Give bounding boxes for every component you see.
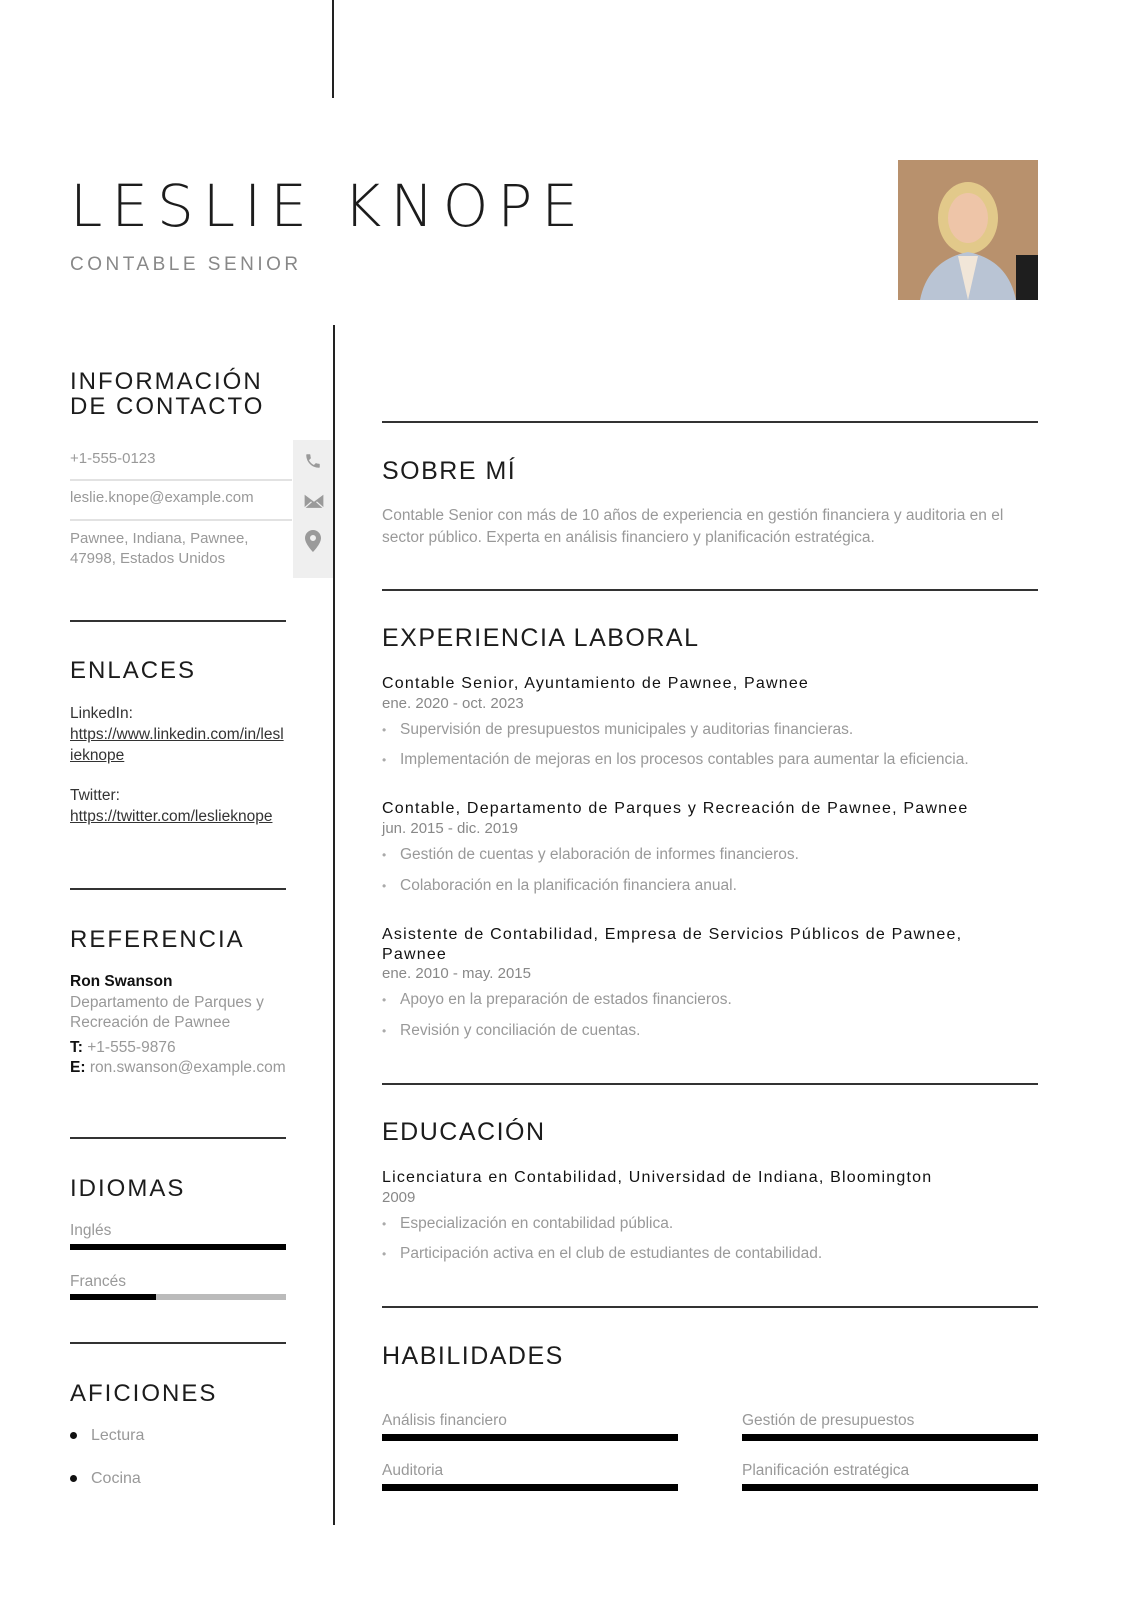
language-label-english: Inglés — [70, 1222, 112, 1239]
education-title: EDUCACIÓN — [382, 1118, 546, 1146]
reference-email-row — [70, 1058, 286, 1078]
skill-item — [742, 1412, 1038, 1441]
bullet-icon: • — [382, 848, 387, 862]
skill-item — [742, 1462, 1038, 1491]
section-divider — [382, 1306, 1038, 1308]
contact-address-line1: Pawnee, Indiana, Pawnee, — [70, 530, 249, 547]
job-date: ene. 2020 - oct. 2023 — [382, 695, 524, 712]
twitter-link[interactable]: https://twitter.com/leslieknope — [70, 808, 273, 825]
contact-icon-column — [293, 440, 333, 578]
section-divider — [382, 1083, 1038, 1085]
linkedin-label: LinkedIn: — [70, 705, 133, 722]
portrait-icon — [898, 160, 1038, 300]
job-bullet: • Gestión de cuentas y elaboración de informes financieros. — [382, 846, 799, 863]
skill-bar — [742, 1484, 1038, 1491]
language-bar-fill — [70, 1294, 156, 1300]
section-divider — [382, 589, 1038, 591]
language-bar-french — [70, 1294, 286, 1300]
skill-bar — [382, 1484, 678, 1491]
job-bullet: • Colaboración en la planificación financiera anual. — [382, 877, 737, 894]
links-title: ENLACES — [70, 657, 197, 684]
job-date: ene. 2010 - may. 2015 — [382, 965, 531, 982]
section-divider — [70, 1137, 286, 1139]
candidate-role: CONTABLE SENIOR — [70, 254, 302, 275]
top-divider-line — [332, 0, 334, 98]
degree-year: 2009 — [382, 1189, 416, 1206]
reference-phone[interactable]: +1-555-9876 — [87, 1039, 176, 1056]
contact-separator — [70, 519, 292, 521]
bullet-icon: • — [382, 723, 387, 737]
bullet-icon — [70, 1475, 77, 1482]
job-bullet: • Revisión y conciliación de cuentas. — [382, 1022, 641, 1039]
bullet-icon: • — [382, 879, 387, 893]
hobby-label: Cocina — [91, 1470, 141, 1487]
section-divider — [70, 888, 286, 890]
language-bar-fill — [70, 1244, 286, 1250]
language-bar-english — [70, 1244, 286, 1250]
section-divider — [70, 620, 286, 622]
skill-label: Análisis financiero — [382, 1412, 507, 1429]
reference-phone-label: T: — [70, 1039, 83, 1056]
skill-label: Gestión de presupuestos — [742, 1412, 915, 1429]
job-bullet: • Supervisión de presupuestos municipales y auditorias financieras. — [382, 721, 854, 738]
job-title: Contable Senior, Ayuntamiento de Pawnee, Pawnee — [382, 675, 810, 692]
reference-phone-row — [70, 1038, 286, 1058]
skill-label: Auditoria — [382, 1462, 444, 1479]
job-bullet: • Apoyo en la preparación de estados financieros. — [382, 991, 732, 1008]
job-bullet: • Implementación de mejoras en los procesos contables para aumentar la eficiencia. — [382, 751, 969, 768]
contact-email[interactable]: leslie.knope@example.com — [70, 489, 254, 506]
hobby-item — [70, 1470, 141, 1488]
contact-address-line2: 47998, Estados Unidos — [70, 550, 226, 567]
phone-icon — [304, 451, 322, 471]
bullet-icon: • — [382, 1024, 387, 1038]
experience-title: EXPERIENCIA LABORAL — [382, 624, 700, 652]
profile-photo — [898, 160, 1038, 300]
section-divider — [70, 1342, 286, 1344]
job-date: jun. 2015 - dic. 2019 — [382, 820, 518, 837]
bullet-icon: • — [382, 753, 387, 767]
skill-bar — [382, 1434, 678, 1441]
hobbies-title: AFICIONES — [70, 1380, 218, 1407]
contact-phone[interactable]: +1-555-0123 — [70, 450, 156, 467]
education-bullet: • Especialización en contabilidad pública. — [382, 1215, 674, 1232]
skill-item — [382, 1412, 678, 1441]
linkedin-link[interactable]: https://www.linkedin.com/in/leslieknope — [70, 726, 284, 764]
bullet-icon: • — [382, 1247, 387, 1261]
contact-separator — [70, 479, 292, 481]
language-label-french: Francés — [70, 1273, 126, 1290]
skill-bar — [742, 1434, 1038, 1441]
contact-title-line1: INFORMACIÓN — [70, 368, 263, 395]
bullet-icon: • — [382, 1217, 387, 1231]
skills-title: HABILIDADES — [382, 1342, 564, 1370]
job-title: Contable, Departamento de Parques y Recreación de Pawnee, Pawnee — [382, 800, 969, 817]
bullet-icon: • — [382, 993, 387, 1007]
section-divider — [382, 421, 1038, 423]
skill-label: Planificación estratégica — [742, 1462, 910, 1479]
twitter-label: Twitter: — [70, 787, 120, 804]
map-pin-icon — [305, 530, 321, 552]
bullet-icon — [70, 1432, 77, 1439]
candidate-name: LESLIE KNOPE — [70, 172, 587, 240]
reference-email[interactable]: ron.swanson@example.com — [89, 1059, 286, 1076]
reference-org: Departamento de Parques y Recreación de Pawnee — [70, 994, 264, 1031]
reference-title: REFERENCIA — [70, 926, 245, 953]
reference-name: Ron Swanson — [70, 973, 173, 990]
education-bullet: • Participación activa en el club de estudiantes de contabilidad. — [382, 1245, 823, 1262]
job-title: Asistente de Contabilidad, Empresa de Servicios Públicos de Pawnee, Pawnee — [382, 926, 963, 963]
column-divider — [333, 325, 335, 1525]
envelope-icon — [304, 493, 324, 509]
skill-item — [382, 1462, 678, 1491]
reference-email-label: E: — [70, 1059, 86, 1076]
degree-title: Licenciatura en Contabilidad, Universidad de Indiana, Bloomington — [382, 1169, 933, 1186]
contact-title-line2: DE CONTACTO — [70, 393, 265, 420]
languages-title: IDIOMAS — [70, 1175, 186, 1202]
about-title: SOBRE MÍ — [382, 457, 517, 485]
hobby-label: Lectura — [91, 1427, 145, 1444]
hobby-item — [70, 1427, 144, 1445]
about-text: Contable Senior con más de 10 años de experiencia en gestión financiera y auditoria en el sector público. Experta en análisis financiero y planificación estratégica. — [382, 507, 1004, 546]
